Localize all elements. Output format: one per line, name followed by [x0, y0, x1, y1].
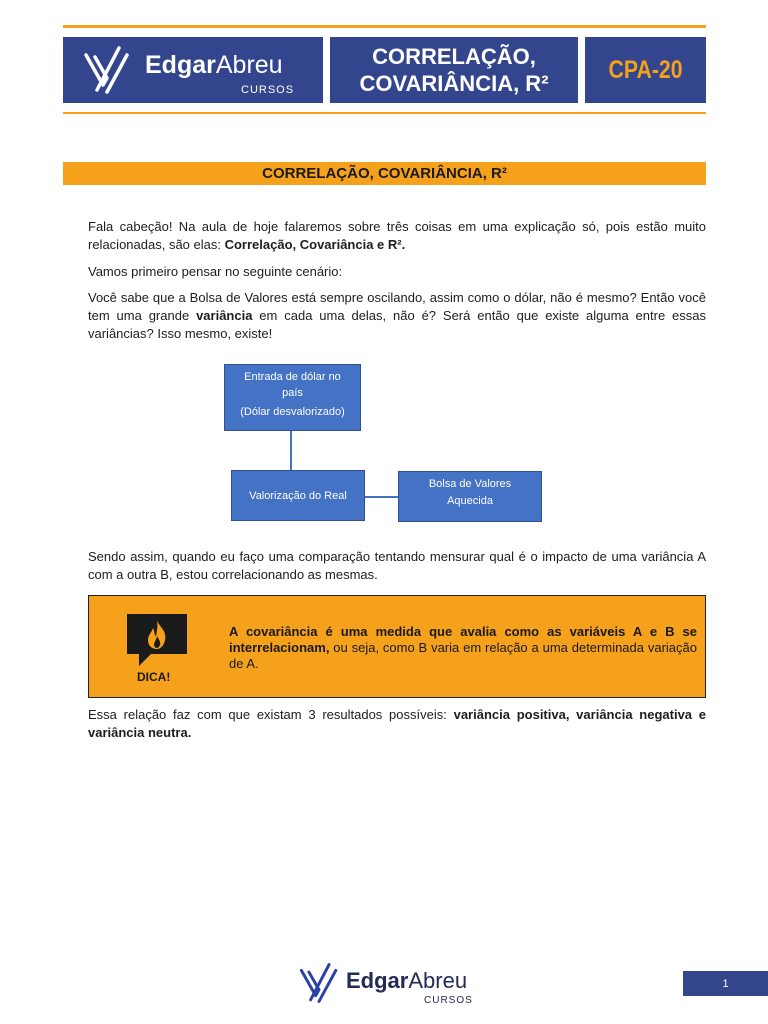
brand-sub: CURSOS	[241, 84, 295, 96]
cpa-badge: CPA-20	[608, 55, 683, 84]
header-logo-box	[63, 37, 323, 103]
bolsa-paragraph: Você sabe que a Bolsa de Valores está sempre oscilando, assim como o dólar, não é mesmo? Então você tem uma grande variância em cada uma delas, não é? Será então que existe alguma entre essas variâncias? Isso mesmo, existe!	[88, 290, 707, 341]
section-title-bar	[63, 162, 706, 185]
footer-logo	[297, 962, 477, 1006]
intro-paragraph: Fala cabeção! Na aula de hoje falaremos sobre três coisas em uma explicação só, pois estão muito relacionadas, são elas: Correlação, Covariância e R².	[88, 219, 706, 252]
header-title: CORRELAÇÃO, COVARIÂNCIA, R²	[359, 44, 549, 96]
header-top-rule	[63, 25, 706, 28]
brand-name: EdgarAbreu	[145, 51, 283, 79]
header-bottom-rule	[63, 112, 706, 114]
footer-brand-name: EdgarAbreu	[346, 968, 468, 993]
scenario-paragraph: Vamos primeiro pensar no seguinte cenário:	[88, 264, 343, 279]
results-paragraph: Essa relação faz com que existam 3 resultados possíveis: variância positiva, variância negativa e variância neutra.	[88, 707, 707, 740]
tip-box	[88, 595, 706, 698]
flow-connector-horizontal	[365, 496, 398, 498]
fire-speech-bubble-icon	[125, 612, 189, 668]
edgar-abreu-logo-icon	[83, 45, 131, 95]
flow-connector-vertical	[290, 430, 292, 470]
header-badge-box	[585, 37, 706, 103]
section-title: CORRELAÇÃO, COVARIÂNCIA, R²	[262, 165, 507, 182]
comparison-paragraph: Sendo assim, quando eu faço uma comparação tentando mensurar qual é o impacto de uma variância A com a outra B, estou correlacionando as mesmas.	[88, 549, 706, 582]
tip-label: DICA!	[137, 670, 171, 684]
header-title-box	[330, 37, 578, 103]
flow-box-bolsa-aquecida: Bolsa de Valores Aquecida	[398, 471, 542, 522]
flow-box-dollar-entry: Entrada de dólar no país (Dólar desvalorizado)	[224, 364, 361, 431]
flow-box-real-valuation: Valorização do Real	[231, 470, 365, 521]
tip-text: A covariância é uma medida que avalia como as variáveis A e B se interrelacionam, ou seja, como B varia em relação a uma determinada variação de A.	[229, 624, 697, 671]
page-number: 1	[683, 971, 768, 996]
footer-logo-icon	[297, 962, 341, 1004]
footer-brand-sub: CURSOS	[424, 995, 473, 1006]
